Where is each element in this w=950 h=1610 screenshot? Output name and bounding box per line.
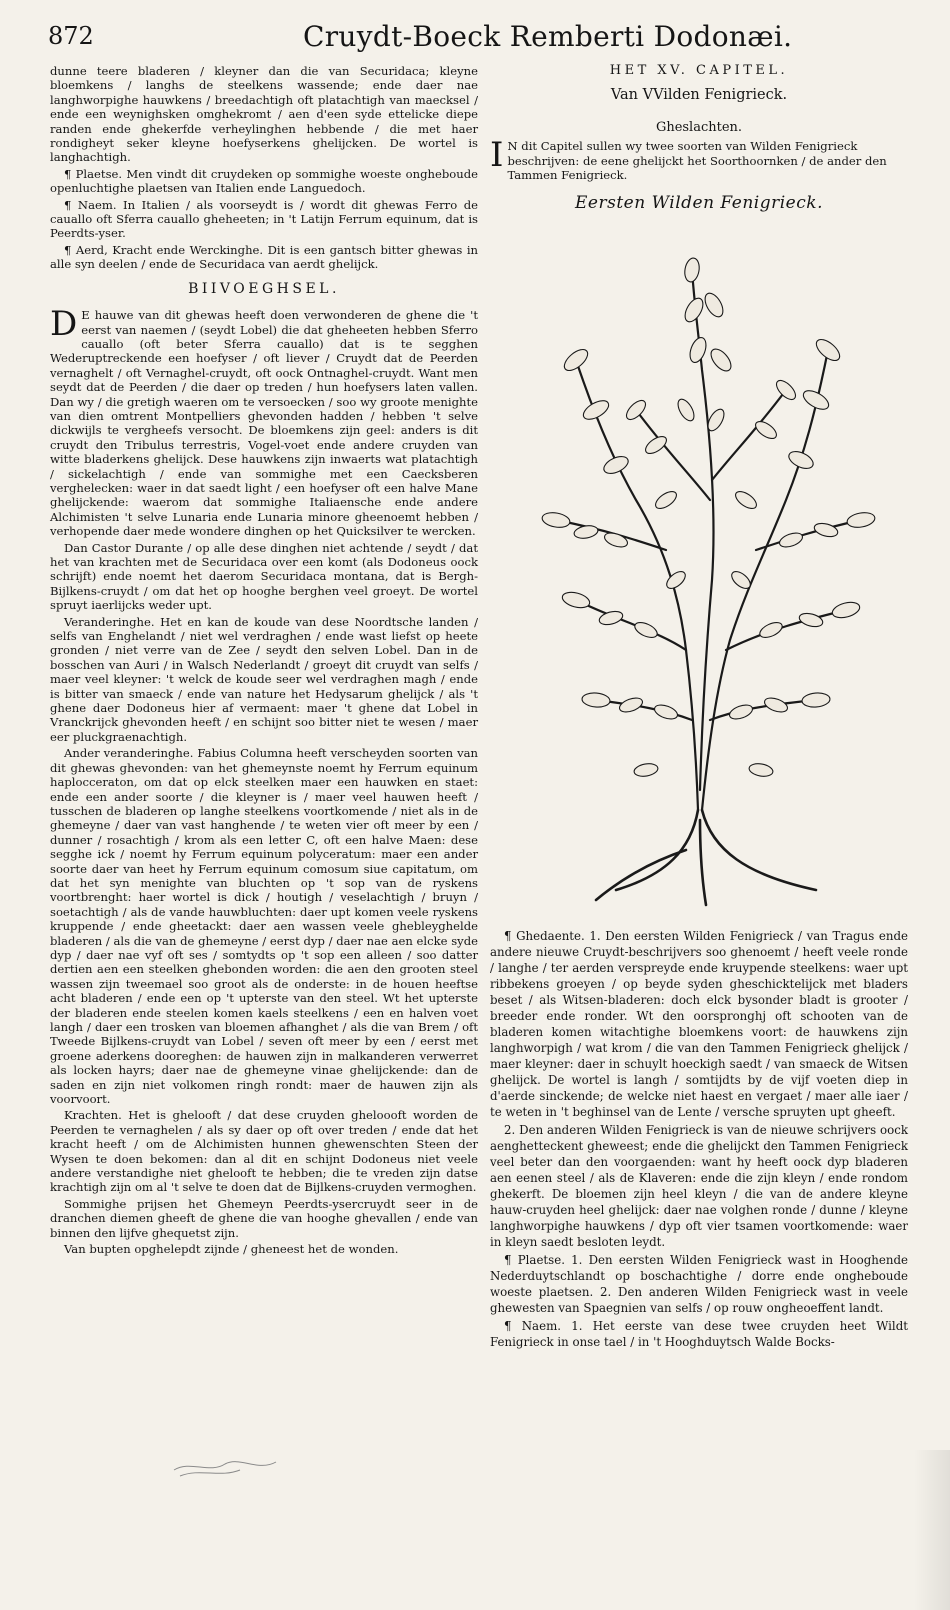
biivoeghsel-paragraph: [50, 304, 478, 539]
stamp-mark: [170, 1452, 280, 1480]
biivoeghsel-text: E hauwe van dit ghewas heeft doen verwonderen de ghene die 't eerst van naemen / (seydt Lobel) die dat gheheeten hebben Sferro cauallo (oft beter Sferra cauallo) dat is te segghen Wederuptreckende een hoefyser / oft liever / Cruydt dat de Peerden vernaghelt / oft Vernaghel-cruydt, oft oock Ontnaghel-cruydt. Want men seydt dat de Peerden / die daer op treden / hun hoefysers laten vallen. Dan wy / die gretigh waeren om te versoecken / soo wy groote menighte van dien omtrent Montpelliers ghevonden hadden / hebben 't selve dickwijls te vergheefs versocht. De bloemkens zijn geel: anders is dit cruydt den Tribulus terrestris, Vogel-voet ende andere cruyden van witte bladerkens ghelijck. Dese hauwkens zijn inwaerts wat platachtigh / sickelachtigh / ende van sommighe met een Caecksberen verghelecken: waer in dat saedt light / een hoefyser oft een halve Mane ghelijckende: waerom dat sommighe Italiaensche ende andere Alchimisten 't selve Lunaria ende Lunaria minore gheenoemt hebben / verhopende daer mede wondere dinghen op het Quicksilver te wercken.: [50, 308, 478, 539]
sommighe-paragraph: Sommighe prijsen het Ghemeyn Peerdts-ysercruydt seer in de dranchen diemen gheeft de ghene die van hooghe ghevallen / ende van binnen den lijfve ghequetst zijn.: [50, 1196, 478, 1240]
gheslachten-paragraph: [490, 135, 908, 183]
drop-cap: I: [490, 135, 504, 176]
running-title: Cruydt-Boeck Remberti Dodonæi.: [303, 20, 793, 53]
upten-paragraph: Van bupten opghelepdt zijnde / gheneest het de wonden.: [64, 1242, 399, 1257]
right-column-bottom: [490, 928, 908, 1352]
castor-durante-paragraph: Dan Castor Durante / op alle dese dinghen niet achtende / seydt / dat het van krachten met de Securidaca over een komt (als Dodoneus oock schrijft) ende noemt het daerom Securidaca montana, dat is Bergh-Bijlkens-cruydt / om dat het op hooghe berghen veel groeyt. De wortel spruyt iaerlijcks weder upt.: [50, 540, 478, 613]
page-header: [48, 18, 908, 58]
page-number: 872: [48, 22, 94, 50]
biivoeghsel-heading: BIIVOEGHSEL.: [188, 280, 340, 297]
gheslachten-text: N dit Capitel sullen wy twee soorten van Wilden Fenigrieck beschrijven: de eene ghelijckt het Soorthoornken / de ander den Tammen Fenigrieck.: [507, 139, 887, 183]
plaetse-paragraph: ¶ Plaetse. Men vindt dit cruydeken op sommighe woeste ongheboude openluchtighe plaetsen van Italien ende Languedoch.: [50, 166, 478, 196]
naem-paragraph: ¶ Naem. In Italien / als voorseydt is / wordt dit ghewas Ferro de cauallo oft Sferra cauallo gheheeten; in 't Latijn Ferrum equinum, dat is Peerdts-yser.: [50, 197, 478, 241]
gheslachten-heading: Gheslachten.: [655, 119, 743, 135]
plaetse-right-paragraph: ¶ Plaetse. 1. Den eersten Wilden Fenigrieck wast in Hooghende Nederduytschlandt op boschachtighe / dorre ende ongheboude woeste plaetsen. 2. Den anderen Wilden Fenigrieck wast in veele ghewesten van Spaegnien van selfs / op rouw ongheoeffent landt.: [490, 1253, 908, 1315]
chapter-subtitle: Van VVilden Fenigrieck.: [610, 87, 788, 104]
ghedaente-2-paragraph: 2. Den anderen Wilden Fenigrieck is van de nieuwe schrijvers oock aenghetteckent gheweest; ende die ghelijckt den Tammen Fenigrieck veel beter dan den voorgaenden: want hy heeft oock dyp bladeren aen eenen steel / als de Klaveren: ende die zijn kleyn / ende rondom ghekerft. De bloemen zijn heel kleyn / die van de andere kleyne hauw-cruyden heel ghelijck: daer nae volghen ronde / dunne / kleyne langhworpighe hauwkens / dyp oft vier tsamen voortkomende: waer in kleyn saedt besloten leydt.: [490, 1123, 908, 1249]
ghedaente-1-paragraph: ¶ Ghedaente. 1. Den eersten Wilden Fenigrieck / van Tragus ende andere nieuwe Cruydt-beschrijvers soo ghenoemt / heeft veele ronde / langhe / ter aerden verspreyde ende kruypende steelkens: waer upt ribbekens groeyen / op beyde syden gheschicktelijck met bladers beset / als Witsen-bladeren: doch elck bysonder bladt is grooter / breeder ende ronder. Wt den oorspronghj oft schooten van de bladeren komen witachtighe bloemkens voort: de hauwkens zijn langhworpigh / wat krom / die van den Tammen Fenigrieck ghelijck / maer kleyner: daer in schuylt hoeckigh saedt / van smaeck de Witsen ghelijck. De wortel is langh / somtijdts by de vijf voeten diep in d'aerde sinckende; de welcke niet haest en vergaet / maer alle iaer / te weten in 't beghinsel van de Lente / versche spruyten upt gheeft.: [490, 929, 908, 1119]
naem-right-paragraph: ¶ Naem. 1. Het eerste van dese twee cruyden heet Wildt Fenigrieck in onse tael / in 't Hooghduytsch Walde Bocks-: [490, 1319, 908, 1349]
figure-caption: Eersten Wilden Fenigrieck.: [575, 193, 823, 214]
intro-paragraph: dunne teere bladeren / kleyner dan die van Securidaca; kleyne bloemkens / langhs de steelkens wassende; ende daer nae langhworpighe hauwkens / breedachtigh oft platachtigh van maecksel / ende een weynighsken omghekromt / aen d'een syde ettelicke diepe randen ende ghekerfde verheylinghen hebbende / die met haer rondigheyt seker kleyne hoefyserkens ghelijcken. De wortel is langhachtigh.: [50, 64, 478, 165]
krachten-paragraph: Krachten. Het is ghelooft / dat dese cruyden gheloooft worden de Peerden te vernaghelen / als sy daer op oft over treden / ende dat het kracht heeft / om de Alchimisten hunnen ghewenschten Steen der Wysen te doen bekomen: dan al dit en schijnt Dodoneus niet veele andere verstandighe niet ghelooft te hebben; die te vreden zijn datse krachtigh zijn om al 't selve te doen dat de Bijlkens-cruyden vermoghen.: [50, 1108, 478, 1195]
right-column-top: [490, 64, 908, 217]
page-edge-shadow: [914, 1450, 950, 1610]
aerd-paragraph: ¶ Aerd, Kracht ende Werckinghe. Dit is een gantsch bitter ghewas in alle syn deelen / ende de Securidaca van aerdt ghelijck.: [50, 242, 478, 272]
chapter-heading: HET XV. CAPITEL.: [609, 63, 789, 78]
veranderinghe-paragraph: Veranderinghe. Het en kan de koude van dese Noordtsche landen / selfs van Enghelandt / niet wel verdraghen / ende wast liefst op heete gronden / niet verre van de Zee / seydt den selven Lobel. Dan in de bosschen van Auri / in Walsch Nederlandt / groeyt dit cruydt van selfs / maer veel kleyner: 't welck de koude seer wel verdraghen magh / ende is bitter van smaeck / ende van nature het Hedysarum ghelijck / als 't ghene daer Dodoneus hier af vermaent: maer 't ghene dat Lobel in Vranckrijck ghevonden heeft / en schijnt soo bitter niet te wesen / maer eer pluckgraenachtigh.: [50, 614, 478, 744]
drop-cap: D: [50, 304, 78, 345]
ander-veranderinghe-paragraph: Ander veranderinghe. Fabius Columna heeft verscheyden soorten van dit ghewas ghevonden: van het ghemeynste noemt hy Ferrum equinum haplocceraton, om dat op elck steelken maer een hauwken en staet: ende een ander soorte / die kleyner is / maer veel hauwen heeft / tusschen de bladeren op langhe steelkens voortkomende / niet als in de ghemeyne / daer van vast hanghende / te weten vier oft meer by een / dunner / rosachtigh / krom als een letter C, oft een halve Maen: dese segghe ick / noemt hy Ferrum equinum polyceratum: maer een ander soorte daer van heet hy Ferrum equinum comosum siue capitatum, om dat het syn menighte van bluchten op 't sop van de ryskens voortbrenght: haer wortel is dick / houtigh / veselachtigh / bruyn / soetachtigh / als de vande hauwbluchten: daer upt komen veele ryskens kruppende / ende gheetackt: daer aen wassen veele ghebleyghelde bladeren / als die van de ghemeyne / eerst dyp / daer nae aen elcke syde dyp / daer nae vyf oft ses / somtydts op 't sop een alleen / soo datter dertien aen een steelken ghebonden worden: die aen den grooten steel wassen zijn tweemael soo groot als de onderste: in de houen heeftse acht bladeren / ende een op 't upterste van den steel. Wt het upterste der bladeren ende steelen komen kaels steelkens / een en halven voet langh / daer een trosken van bloemen afhanghet / als die van Brem / oft Tweede Bijlkens-cruydt van Lobel / seven oft meer by een / eerst met groene aderkens dooreghen: de hauwen zijn in malkanderen verwerret als locken hayrs; daer nae de ghemeyne vinae ghelijckende: dan de saden en zijn niet volkomen ringh rondt: maer de hauwen zijn als voorvoort.: [50, 746, 478, 1107]
left-column: [50, 64, 478, 1259]
plant-illustration: [516, 250, 886, 910]
